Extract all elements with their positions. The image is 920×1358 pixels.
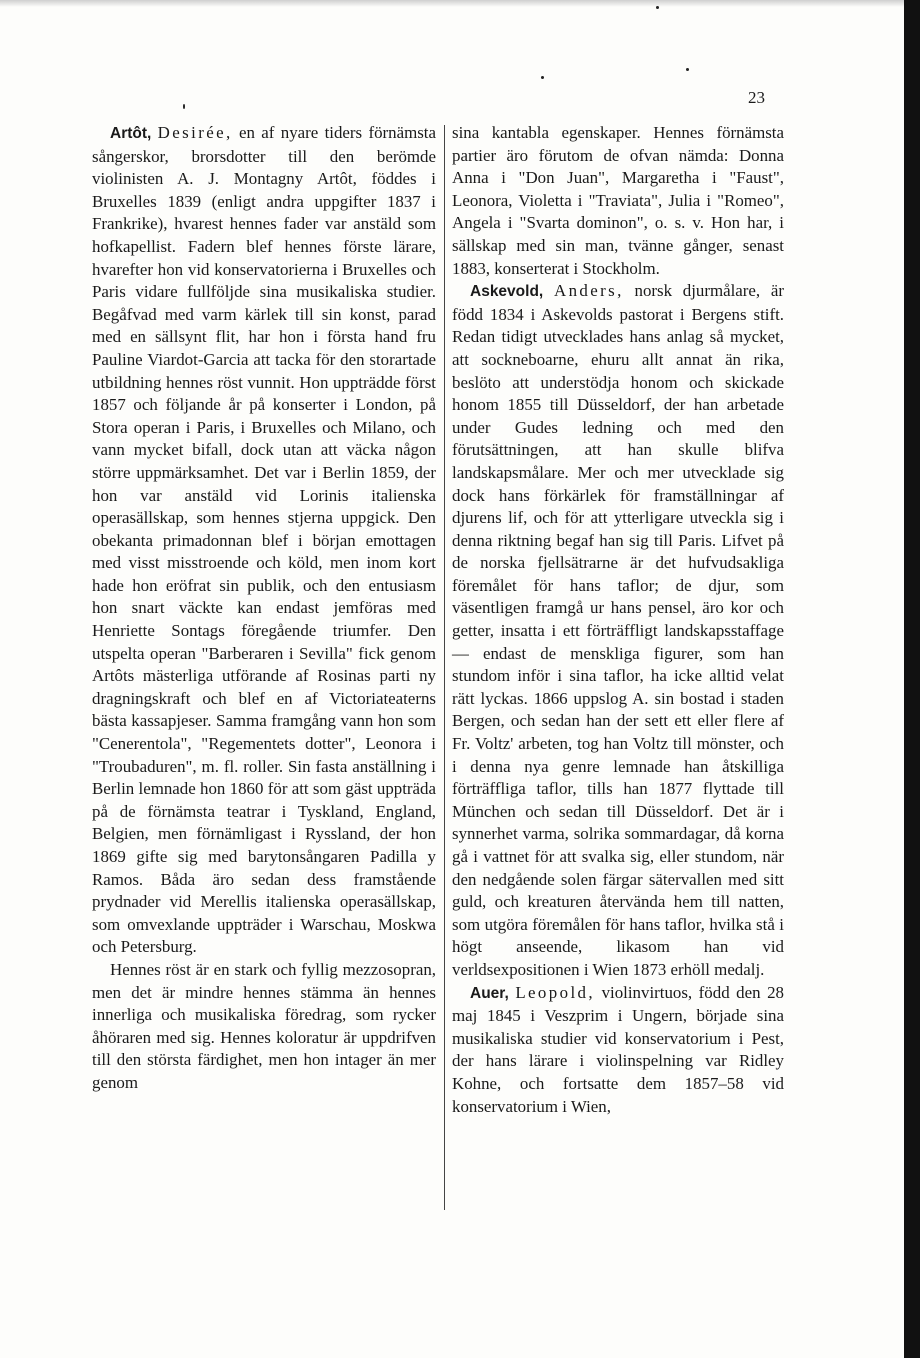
entry-auer <box>452 982 784 1119</box>
scan-speck <box>541 76 544 79</box>
scan-speck <box>686 68 689 71</box>
entry-artot <box>92 122 436 959</box>
column-divider <box>444 125 445 1210</box>
entry-text: violinvirtuos, född den 28 maj 1845 i Veszprim i Ungern, började sina musikaliska studier vid konservatorium i Pest, der hans lärare i violinspelning var Ridley Kohne, och fortsatte dem 1857–58 vid konservatorium i Wien, <box>452 982 784 1116</box>
entry-text: en af nyare tiders förnämsta sångerskor, brorsdotter till den berömde violinisten A. J. Montagny Artôt, föddes i Bruxelles 1839 (enligt andra uppgifter 1837 i Frankrike), hvarest hennes fader var anstäld som hofkapellist. Fadern blef hennes förste lärare, hvarefter hon vid konservatorierna i Bruxelles och Paris vidare fullföljde sina musikaliska studier. Begåfvad med varm kärlek till sin konst, parad med en sällsynt flit, har hon i första hand fru Pauline Viardot-Garcia att tacka för den storartade utbildning hennes röst vunnit. Hon uppträdde först 1857 och följande år på konserter i London, på Stora operan i Paris, i Bruxelles och Milano, och vann mycket bifall, dock utan att väcka någon större uppmärksamhet. Det var i Berlin 1859, der hon var anstäld vid Lorinis italienska operasällskap, som hennes stjerna uppgick. Den obekanta primadonnan blef i början emottagen med visst misstroende och köld, men inom kort hade hon eröfrat sin publik, och den entusiasm hon snart väckte kan endast jemföras med Henriette Sontags föregående triumfer. Den utspelta operan "Barberaren i Sevilla" fick genom Artôts mästerliga utförande af Rosinas parti ny dragningskraft och blef en af Victoriateaterns bästa kassapjeser. Samma framgång vann hon som "Cenerentola", "Regementets dotter", Leonora i "Troubaduren", m. fl. roller. Sin fasta anställning i Berlin lemnade hon 1860 för att som gäst uppträda på de förnämsta teatrar i Tyskland, England, Belgien, men förnämligast i Ryssland, der hon 1869 gifte sig med barytonsångaren Padilla y Ramos. Båda äro sedan dess framstående prydnader vid Merellis italienska operasällskap, som omvexlande uppträder i Warschau, Moskwa och Petersburg. <box>92 123 436 957</box>
scan-speck <box>183 104 185 109</box>
entry-continuation: sina kantabla egenskaper. Hennes förnämsta partier äro förutom de ofvan nämda: Donna Anna i "Don Juan", Margaretha i "Faust", Leonora, Violetta i "Traviata", Julia i "Romeo", Angela i "Svarta dominon", o. s. v. Hon har, i sällskap med sin man, tvänne gånger, senast 1883, konserterat i Stockholm. <box>452 123 784 278</box>
left-column <box>92 122 436 1095</box>
entry-given-name: Leopold, <box>515 982 596 1002</box>
scan-top-edge <box>0 0 920 7</box>
right-column <box>452 122 784 1118</box>
scan-speck <box>656 6 659 9</box>
entry-artot-continued: Hennes röst är en stark och fyllig mezzosopran, men det är mindre hennes stämma än hennes innerliga och musikaliska föredrag, som rycker åhöraren med sig. Hennes koloratur är uppdrifven till den största färdighet, men hon intager än mer genom <box>92 959 436 1092</box>
entry-askevold <box>452 280 784 981</box>
entry-given-name: Anders, <box>553 281 624 301</box>
scan-right-edge <box>904 0 920 1358</box>
entry-text: norsk djurmålare, är född 1834 i Askevolds pastorat i Bergens stift. Redan tidigt utvecklades hans anlag så mycket, att sockneboarne, ehuru allt annat än rika, beslöto att understödja honom och skickade honom 1855 till Düsseldorf, der han arbetade under Gudes ledning och med den förutsättningen, att han skulle blifva landskapsmålare. Mer och mer utvecklade sig dock hans förkärlek för framställningar af djurens lif, och för att ytterligare utveckla sig i denna riktning begaf han sig till Paris. Lifvet på de norska fjellsätrarne är det hufvudsakliga föremålet för hans taflor; de djur, som väsentligen framgå ur hans pensel, äro kor och getter, insatta i ett förträffligt landskapsstaffage — endast de menskliga figurer, som han stundom inför i sina taflor, ha icke alltid velat rätt lyckas. 1866 uppslog A. sin bostad i staden Bergen, och sedan han der sett ett eller flere af Fr. Voltz' arbeten, tog han Voltz till mönster, och i denna nya genre lemnade han åtskilliga förträffliga taflor, tills han 1877 flyttade till München och sedan till Düsseldorf. Det är i synnerhet varma, solrika sommardagar, då korna gå i vattnet för att svalka sig, eller stundom, när den nedgående solen färgar sätervallen med sitt guld, och kreaturen återvända hem till natten, som utgöra föremålen för hans taflor, hvilka stå i högt anseende, likasom han vid verldsexpositionen i Wien 1873 erhöll medalj. <box>452 281 784 979</box>
entry-headword: Artôt, <box>110 125 152 142</box>
entry-given-name: Desirée, <box>157 123 233 142</box>
entry-headword: Auer, <box>470 984 509 1002</box>
entry-headword: Askevold, <box>470 283 544 301</box>
page-number: 23 <box>748 88 765 107</box>
